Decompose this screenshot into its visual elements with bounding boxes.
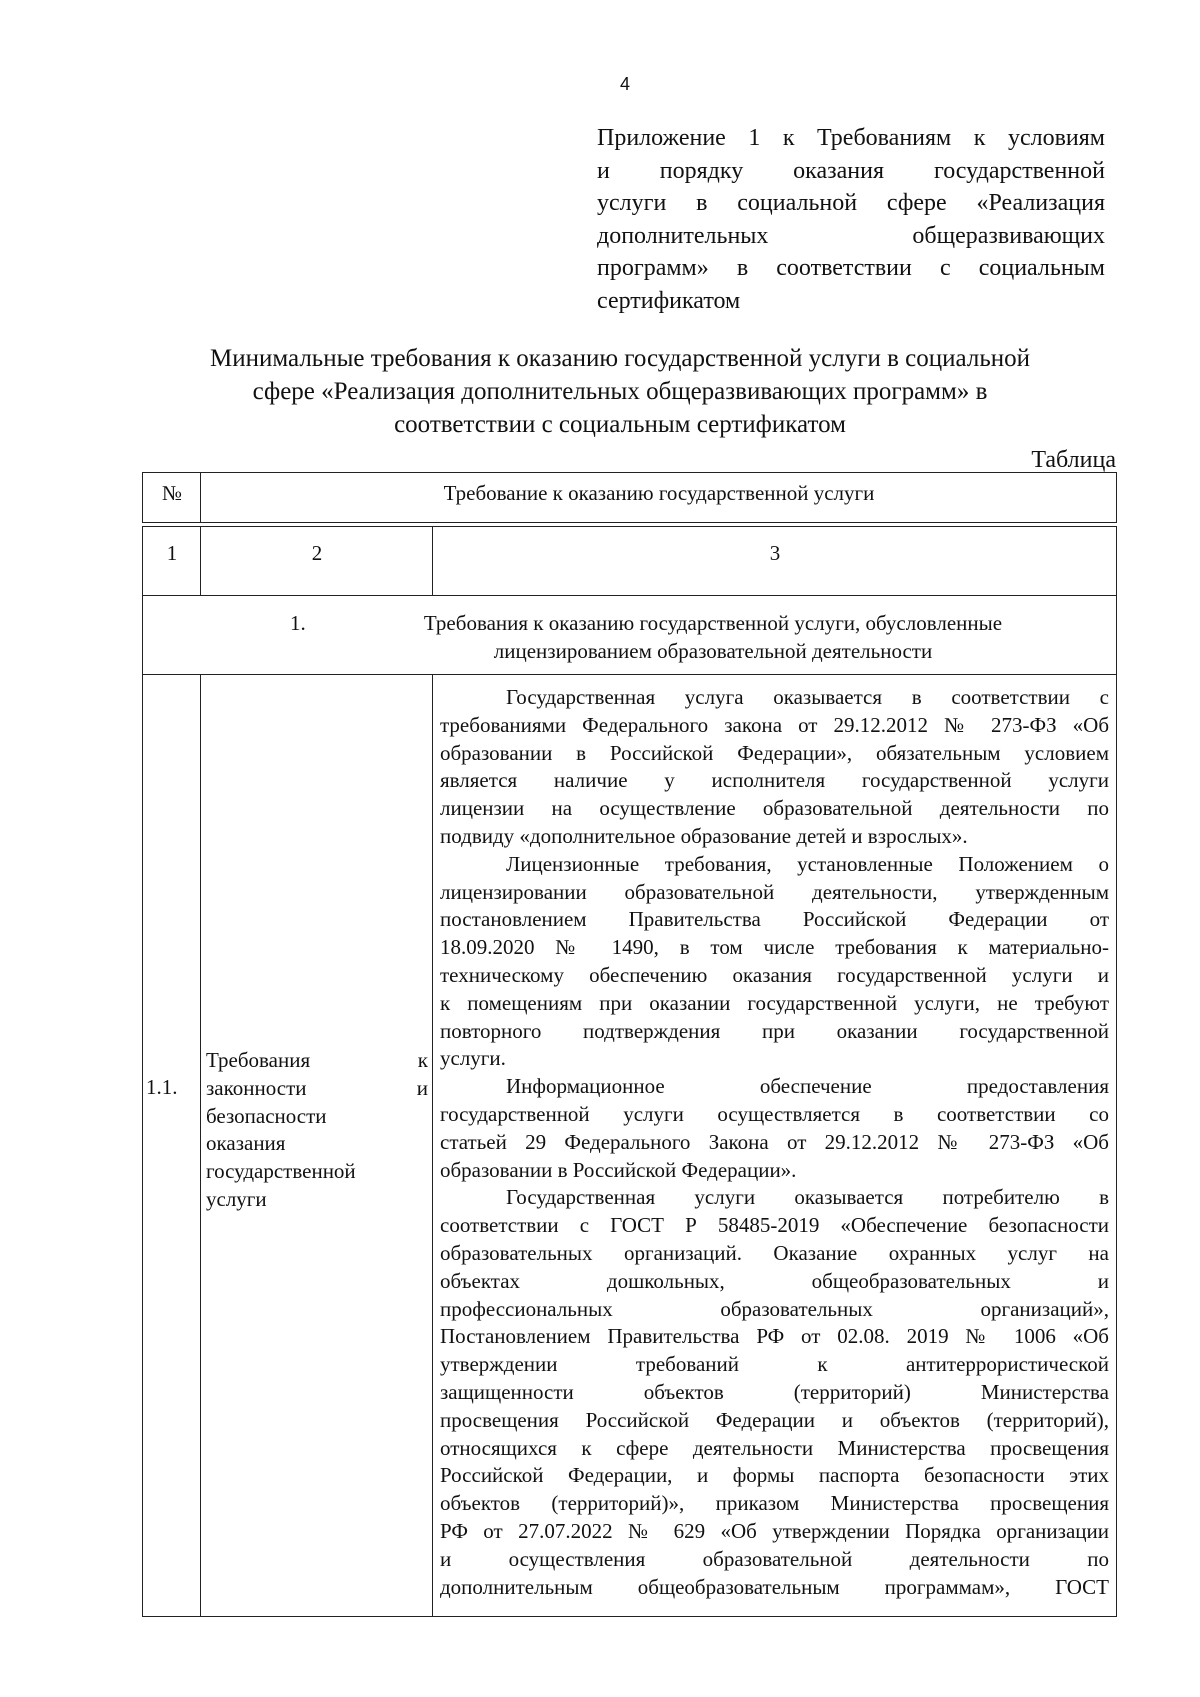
content-line: образовании в Российской Федерации», обязательным условием [440,740,1109,765]
appendix-line: и порядку оказания государственной [597,157,1105,184]
content-line: образовании в Российской Федерации». [440,1157,797,1182]
content-line: Государственная услуга оказывается в соответствии с [506,685,1109,709]
content-line: образовательных организаций. Оказание охранных услуг на [440,1240,1109,1265]
content-line: соответствии с ГОСТ Р 58485-2019 «Обеспечение безопасности [440,1213,1109,1238]
content-line: Российской Федерации, и формы паспорта безопасности этих [440,1463,1109,1488]
content-line: защищенности объектов (территорий) Министерства [440,1379,1109,1404]
content-line: подвиду «дополнительное образование детей и взрослых». [440,823,968,848]
row-label-line: оказания [206,1131,286,1156]
row-label-line: Требования к [206,1048,428,1072]
requirement-content [440,684,1109,1601]
appendix-line: программ» в соответствии с социальным [597,255,1105,282]
document-title [140,342,1100,441]
content-line: Постановлением Правительства РФ от 02.08. 2019 № 1006 «Об [440,1324,1109,1349]
content-line: Государственная услуги оказывается потребителю в [506,1185,1109,1210]
content-line: государственной услуги осуществляется в соответствии со [440,1101,1109,1126]
content-line: лицензировании образовательной деятельности, утвержденным [440,879,1109,904]
content-line: утверждении требований к антитеррористической [440,1352,1109,1377]
appendix-line: Приложение 1 к Требованиям к условиям [597,125,1105,151]
content-line: Лицензионные требования, установленные Положением о [506,851,1109,876]
content-line: лицензии на осуществление образовательной деятельности по [440,796,1109,821]
header-requirement: Требование к оказанию государственной услуги [443,481,875,505]
header-divider [200,472,201,523]
table-caption: Таблица [1031,447,1116,473]
column-number-1: 1 [166,541,178,565]
col-divider-2b [432,674,433,1617]
content-line: РФ от 27.07.2022 № 629 «Об утверждении Порядка организации [440,1518,1109,1543]
appendix-line: дополнительных общеразвивающих [597,222,1105,249]
column-number-3: 3 [769,541,781,565]
title-line: сфере «Реализация дополнительных общеразвивающих программ» в [252,378,988,405]
content-line: к помещениям при оказании государственной услуги, не требуют [440,990,1109,1015]
content-line: и осуществления образовательной деятельности по [440,1546,1109,1571]
row-number: 1.1. [146,1075,178,1099]
row-divider-2 [142,674,1117,675]
row-divider-1 [142,595,1117,596]
row-label [206,1047,428,1214]
row-label-line: безопасности [206,1103,327,1128]
content-line: объектов (территорий)», приказом Министерства просвещения [440,1491,1109,1516]
content-line: статьей 29 Федерального Закона от 29.12.2012 № 273-ФЗ «Об [440,1129,1109,1154]
content-line: профессиональных образовательных организаций», [440,1296,1109,1321]
appendix-note [597,122,1105,318]
content-line: является наличие у исполнителя государственной услуги [440,768,1109,793]
content-line: объектах дошкольных, общеобразовательных и [440,1268,1109,1293]
content-line: 18.09.2020 № 1490, в том числе требования к материально- [440,935,1109,960]
section-title [366,610,1060,666]
content-line: просвещения Российской Федерации и объектов (территорий), [440,1407,1109,1432]
content-line: повторного подтверждения при оказании государственной [440,1018,1109,1043]
page-number: 4 [620,74,631,94]
col-divider-2 [432,526,433,596]
section-title-line: Требования к оказанию государственной услуги, обусловленные [423,611,1003,635]
content-line: относящихся к сфере деятельности Министерства просвещения [440,1435,1109,1460]
content-line: Информационное обеспечение предоставления [506,1074,1109,1099]
title-line: Минимальные требования к оказанию государственной услуги в социальной [209,345,1030,372]
section-title-line: лицензированием образовательной деятельности [493,638,933,663]
row-label-line: услуги [206,1186,267,1211]
row-label-line: законности и [206,1075,428,1100]
col-divider-1 [200,526,201,596]
row-label-line: государственной [206,1159,356,1184]
section-number: 1. [290,611,306,635]
content-line: постановлением Правительства Российской Федерации от [440,907,1109,932]
content-line: дополнительным общеобразовательным программам», ГОСТ [440,1574,1109,1599]
column-number-2: 2 [311,541,323,565]
col-divider-1b [200,674,201,1617]
appendix-line: сертификатом [597,287,741,314]
content-line: техническому обеспечению оказания государственной услуги и [440,962,1109,987]
title-line: соответствии с социальным сертификатом [394,411,846,438]
content-line: услуги. [440,1046,506,1071]
header-no: № [161,481,183,505]
appendix-line: услуги в социальной сфере «Реализация [597,190,1105,217]
content-line: требованиями Федерального закона от 29.12.2012 № 273-ФЗ «Об [440,712,1109,737]
